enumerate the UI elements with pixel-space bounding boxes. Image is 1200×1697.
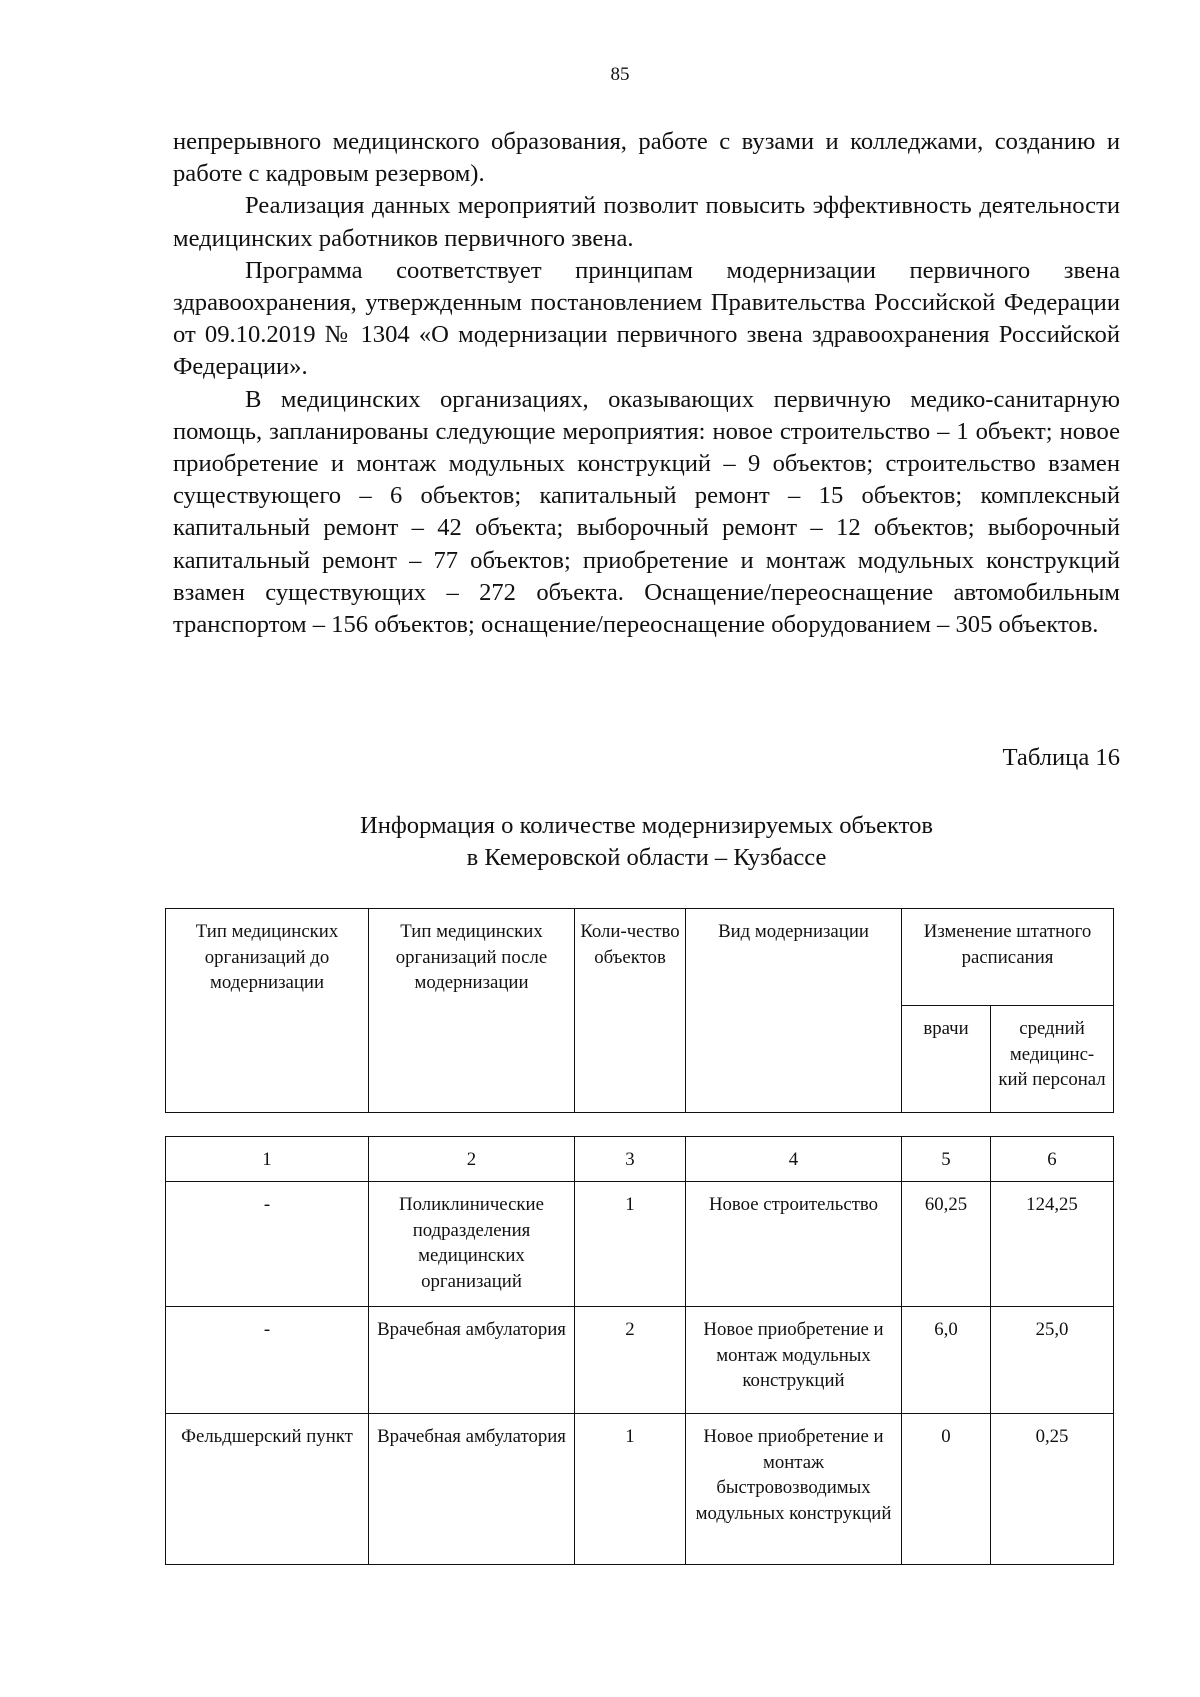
page-number: 85	[610, 64, 630, 85]
cell-type-before: Фельдшерский пункт	[166, 1414, 369, 1565]
table-header	[165, 908, 1114, 1113]
cell-type-after: Врачебная амбулатория	[369, 1307, 575, 1414]
cell-nurses: 0,25	[991, 1414, 1114, 1565]
cell-type-after: Врачебная амбулатория	[369, 1414, 575, 1565]
header-cell-nurses: средний медицинс-кий персонал	[991, 1006, 1114, 1113]
cell-modernization-kind: Новое строительство	[686, 1182, 902, 1307]
cell-doctors: 0	[902, 1414, 991, 1565]
header-cell-staff-change: Изменение штатного расписания	[902, 909, 1114, 1006]
paragraph: Программа соответствует принципам модернизации первичного звена здравоохранения, утвержденным постановлением Правительства Российской Федерации от 09.10.2019 № 1304 «О модернизации первичного звена здравоохранения Российской Федерации».	[173, 256, 1120, 381]
paragraph: Реализация данных мероприятий позволит повысить эффективность деятельности медицинских работников первичного звена.	[173, 192, 1120, 252]
index-cell: 3	[575, 1137, 686, 1182]
table-row	[166, 1414, 1114, 1565]
cell-count: 2	[575, 1307, 686, 1414]
header-cell-type-before: Тип медицинских организаций до модернизации	[166, 909, 369, 1113]
header-cell-type-after: Тип медицинских организаций после модернизации	[369, 909, 575, 1113]
index-cell: 1	[166, 1137, 369, 1182]
table-title-line: в Кемеровской области – Кузбассе	[466, 844, 827, 871]
cell-nurses: 124,25	[991, 1182, 1114, 1307]
cell-count: 1	[575, 1182, 686, 1307]
table-body	[165, 1136, 1114, 1565]
cell-type-before: -	[166, 1182, 369, 1307]
cell-count: 1	[575, 1414, 686, 1565]
cell-type-before: -	[166, 1307, 369, 1414]
cell-modernization-kind: Новое приобретение и монтаж модульных конструкций	[686, 1307, 902, 1414]
header-cell-count: Коли-чество объектов	[575, 909, 686, 1113]
table-index-row	[166, 1137, 1114, 1182]
index-cell: 4	[686, 1137, 902, 1182]
table-title-line: Информация о количестве модернизируемых объектов	[359, 812, 934, 839]
body-text	[173, 126, 1120, 641]
cell-nurses: 25,0	[991, 1307, 1114, 1414]
header-cell-doctors: врачи	[902, 1006, 991, 1113]
table-title	[173, 810, 1120, 874]
cell-doctors: 60,25	[902, 1182, 991, 1307]
index-cell: 2	[369, 1137, 575, 1182]
cell-type-after: Поликлинические подразделения медицинских организаций	[369, 1182, 575, 1307]
paragraph: непрерывного медицинского образования, работе с вузами и колледжами, созданию и работе с кадровым резервом).	[173, 128, 1120, 188]
header-cell-modernization-kind: Вид модернизации	[686, 909, 902, 1113]
table-caption: Таблица 16	[1002, 744, 1120, 771]
cell-doctors: 6,0	[902, 1307, 991, 1414]
cell-modernization-kind: Новое приобретение и монтаж быстровозводимых модульных конструкций	[686, 1414, 902, 1565]
index-cell: 5	[902, 1137, 991, 1182]
paragraph: В медицинских организациях, оказывающих первичную медико-санитарную помощь, запланированы следующие мероприятия: новое строительство – 1 объект; новое приобретение и монтаж модульных конструкций – 9 объектов; строительство взамен существующего – 6 объектов; капитальный ремонт – 15 объектов; комплексный капитальный ремонт – 42 объекта; выборочный ремонт – 12 объектов; выборочный капитальный ремонт – 77 объектов; приобретение и монтаж модульных конструкций взамен существующих – 272 объекта. Оснащение/переоснащение автомобильным транспортом – 156 объектов; оснащение/переоснащение оборудованием – 305 объектов.	[173, 385, 1120, 639]
table-row	[166, 1307, 1114, 1414]
table-row	[166, 1182, 1114, 1307]
index-cell: 6	[991, 1137, 1114, 1182]
